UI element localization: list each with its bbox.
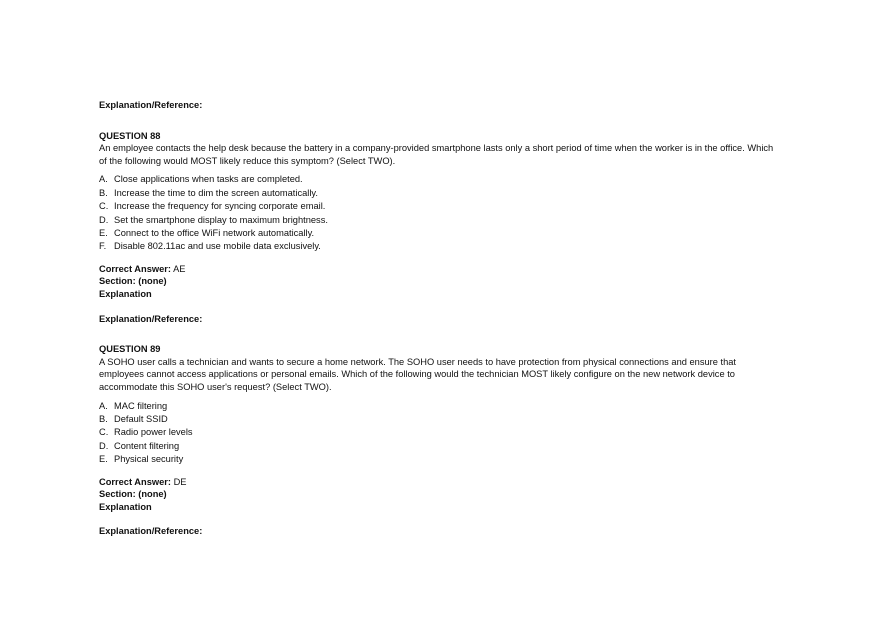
option-letter: B.	[99, 413, 108, 424]
answer-option	[99, 227, 779, 240]
question-block	[99, 343, 779, 538]
option-text: Content filtering	[114, 440, 180, 451]
explanation-reference-label: Explanation/Reference:	[99, 100, 203, 110]
explanation-label: Explanation	[99, 289, 152, 299]
option-text: Increase the time to dim the screen automatically.	[114, 187, 318, 198]
correct-answer	[99, 263, 779, 276]
option-letter: C.	[99, 201, 109, 212]
question-heading: QUESTION 88	[99, 130, 161, 141]
answer-option	[99, 426, 779, 439]
option-letter: D.	[99, 214, 109, 225]
answer-option	[99, 187, 779, 200]
option-letter: F.	[99, 241, 107, 252]
correct-answer-value: DE	[173, 476, 187, 487]
option-letter: E.	[99, 228, 108, 238]
option-letter: C.	[99, 427, 109, 438]
correct-answer-label: Correct Answer:	[99, 263, 171, 274]
answer-option	[99, 240, 779, 253]
section-label: Section: (none)	[99, 276, 167, 287]
explanation-label: Explanation	[99, 501, 152, 512]
question-stem: An employee contacts the help desk because the battery in a company-provided smartphone lasts only a short period of time when the worker is in the office. Which of the following would MOST likely reduce this symptom? (Select TWO).	[99, 143, 774, 166]
option-text: Close applications when tasks are completed.	[114, 174, 303, 185]
option-letter: A.	[99, 400, 108, 411]
question-heading: QUESTION 89	[99, 344, 161, 355]
option-letter: D.	[99, 440, 109, 451]
option-text: Radio power levels	[114, 427, 193, 438]
answer-option	[99, 400, 779, 413]
correct-answer	[99, 476, 779, 489]
answer-option	[99, 173, 779, 186]
option-text: Disable 802.11ac and use mobile data exclusively.	[114, 241, 321, 252]
option-letter: E.	[99, 454, 108, 465]
option-letter: A.	[99, 174, 108, 185]
option-text: MAC filtering	[114, 400, 168, 411]
question-stem: A SOHO user calls a technician and wants to secure a home network. The SOHO user needs to have protection from physical connections and ensure that employees cannot access applications or personal emails. Which of the following would the technician MOST likely configure on the new network device to accommodate this SOHO user's request? (Select TWO).	[99, 356, 737, 392]
correct-answer-value: AE	[173, 263, 186, 274]
answer-option	[99, 453, 779, 466]
option-text: Default SSID	[114, 413, 168, 424]
answer-option	[99, 413, 779, 426]
option-text: Set the smartphone display to maximum brightness.	[114, 214, 328, 225]
option-text: Physical security	[114, 454, 184, 465]
answer-option	[99, 214, 779, 227]
option-text: Connect to the office WiFi network automatically.	[114, 228, 315, 238]
answer-options	[99, 400, 779, 467]
option-text: Increase the frequency for syncing corporate email.	[114, 201, 326, 212]
answer-option	[99, 440, 779, 453]
explanation-reference-label: Explanation/Reference:	[99, 526, 203, 537]
question-block	[99, 130, 779, 326]
answer-options	[99, 173, 779, 253]
section-label: Section: (none)	[99, 489, 167, 500]
option-letter: B.	[99, 187, 108, 198]
correct-answer-label: Correct Answer:	[99, 476, 171, 487]
explanation-reference-label: Explanation/Reference:	[99, 313, 203, 324]
document-page	[99, 99, 779, 538]
answer-option	[99, 200, 779, 213]
